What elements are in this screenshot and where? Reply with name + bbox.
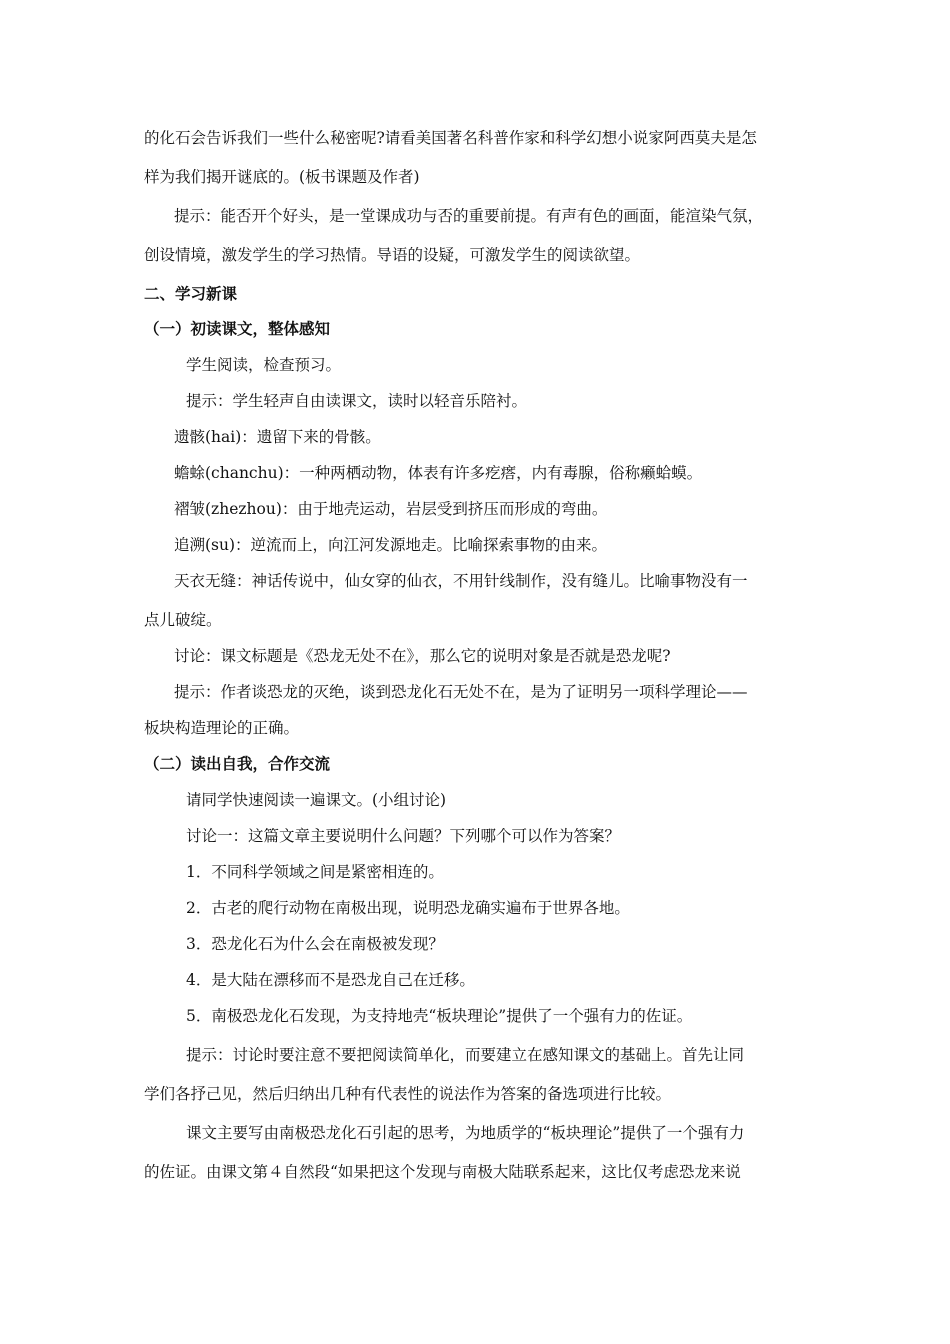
tip-line: 提示：作者谈恐龙的灭绝，谈到恐龙化石无处不在，是为了证明另一项科学理论—— (174, 683, 748, 701)
vocab-item: 追溯(su)：逆流而上，向江河发源地走。比喻探索事物的由来。 (174, 536, 608, 554)
paragraph-line: 请同学快速阅读一遍课文。(小组讨论) (186, 791, 447, 809)
vocab-item: 褶皱(zhezhou)：由于地壳运动，岩层受到挤压而形成的弯曲。 (174, 500, 608, 518)
tip-line: 提示：能否开个好头，是一堂课成功与否的重要前提。有声有色的画面，能渲染气氛， (174, 207, 764, 225)
tip-line: 提示：讨论时要注意不要把阅读简单化，而要建立在感知课文的基础上。首先让同 (186, 1046, 745, 1064)
list-item: 2．古老的爬行动物在南极出现，说明恐龙确实遍布于世界各地。 (186, 899, 630, 917)
tip-line: 提示：学生轻声自由读课文，读时以轻音乐陪衬。 (186, 392, 528, 410)
paragraph-line: 学们各抒己见，然后归纳出几种有代表性的说法作为答案的备选项进行比较。 (144, 1085, 672, 1103)
list-item: 5．南极恐龙化石发现，为支持地壳“板块理论”提供了一个强有力的佐证。 (186, 1007, 693, 1025)
subsection-heading: （二）读出自我，合作交流 (144, 755, 331, 773)
list-item: 1．不同科学领域之间是紧密相连的。 (186, 863, 444, 881)
list-item: 4．是大陆在漂移而不是恐龙自己在迁移。 (186, 971, 475, 989)
paragraph-line: 创设情境，激发学生的学习热情。导语的设疑，可激发学生的阅读欲望。 (144, 246, 641, 264)
paragraph-line: 的佐证。由课文第４自然段“如果把这个发现与南极大陆联系起来，这比仅考虑恐龙来说 (144, 1163, 741, 1181)
subsection-heading: （一）初读课文，整体感知 (144, 320, 331, 338)
paragraph-line: 样为我们揭开谜底的。(板书课题及作者) (144, 168, 420, 186)
discussion-line: 讨论：课文标题是《恐龙无处不在》，那么它的说明对象是否就是恐龙呢? (174, 647, 671, 665)
vocab-item: 天衣无缝：神话传说中，仙女穿的仙衣，不用针线制作，没有缝儿。比喻事物没有一 (174, 572, 748, 590)
paragraph-line: 的化石会告诉我们一些什么秘密呢?请看美国著名科普作家和科学幻想小说家阿西莫夫是怎 (144, 129, 757, 147)
vocab-item: 蟾蜍(chanchu)：一种两栖动物，体表有许多疙瘩，内有毒腺，俗称癞蛤蟆。 (174, 464, 703, 482)
vocab-item: 遗骸(hai)：遗留下来的骨骸。 (174, 428, 381, 446)
paragraph-line: 学生阅读，检查预习。 (186, 356, 342, 374)
section-heading: 二、学习新课 (144, 285, 238, 303)
paragraph-line: 板块构造理论的正确。 (144, 719, 300, 737)
discussion-line: 讨论一：这篇文章主要说明什么问题？下列哪个可以作为答案？ (186, 827, 621, 845)
list-item: 3．恐龙化石为什么会在南极被发现？ (186, 935, 444, 953)
paragraph-line: 课文主要写由南极恐龙化石引起的思考，为地质学的“板块理论”提供了一个强有力 (186, 1124, 745, 1142)
paragraph-line: 点儿破绽。 (144, 611, 222, 629)
